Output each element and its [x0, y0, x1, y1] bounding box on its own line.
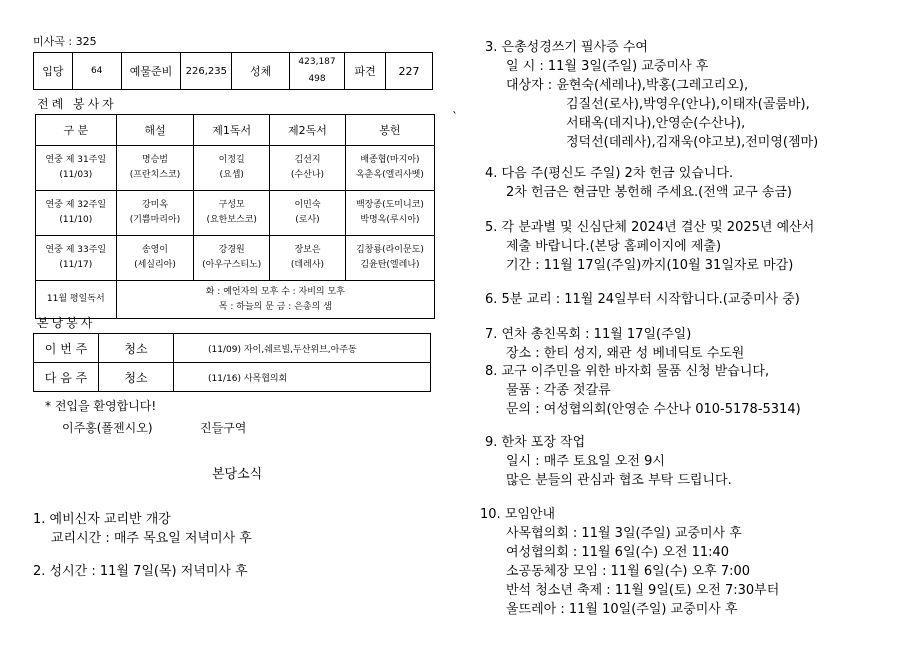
hymn-label-entrance: 입당 — [34, 53, 73, 90]
service-header-week: 구 분 — [36, 115, 117, 146]
service-monthly-line2: 목 : 하늘의 문 금 : 은총의 샘 — [218, 301, 332, 312]
news-item-9 — [485, 433, 732, 490]
service-commentary-name: 명승범 — [141, 155, 169, 165]
news-item-2 — [33, 562, 248, 581]
service-offertory-2: 옥춘옥(엘리사벳) — [355, 170, 424, 180]
hymn-label-dismissal: 파견 — [345, 53, 386, 90]
service-date: (11/10) — [59, 215, 93, 225]
service-week: 연중 제 33주일 — [45, 245, 107, 255]
stray-mark: ` — [452, 110, 458, 124]
cleaning-task: 청소 — [99, 334, 174, 363]
service-header-offertory: 봉헌 — [345, 115, 434, 146]
news-item-number: 4. — [485, 166, 498, 181]
news-item-5 — [485, 218, 814, 275]
news-item-8 — [485, 362, 801, 419]
news-item-number: 1. — [33, 512, 46, 527]
service-heading: 전례 봉사자 — [37, 97, 117, 111]
table-row — [34, 363, 431, 392]
news-item-number: 8. — [485, 364, 498, 379]
welcome-name: 이주홍(폴젠시오) — [62, 421, 153, 435]
hymn-table — [33, 52, 433, 90]
news-item-line: 문의 : 여성협의회(안영순 수산나 010-5178-5314) — [506, 402, 801, 417]
cleaning-week-label: 다 음 주 — [34, 363, 99, 392]
news-item-3 — [485, 38, 818, 152]
hymn-dismissal-number: 227 — [385, 53, 432, 90]
cleaning-task: 청소 — [99, 363, 174, 392]
news-item-line: 교리시간 : 매주 목요일 저녁미사 후 — [51, 531, 252, 546]
service-monthly-label: 11월 평일독서 — [36, 281, 117, 319]
news-item-number: 3. — [485, 40, 498, 55]
news-item-title: 예비신자 교리반 개강 — [49, 512, 171, 527]
table-row — [36, 236, 435, 281]
service-reading2-name: 장보은 — [294, 245, 321, 255]
service-table — [35, 114, 435, 319]
news-item-number: 5. — [485, 220, 498, 235]
news-item-title: 성시간 : 11월 7일(목) 저녁미사 후 — [49, 564, 248, 579]
service-reading2-name: 김선지 — [294, 155, 321, 165]
cleaning-detail: (11/16) 사목협의회 — [174, 363, 431, 392]
service-commentary-saint: (세실리아) — [134, 260, 176, 270]
news-item-line: 제출 바랍니다.(본당 홈페이지에 제출) — [506, 239, 722, 254]
hymn-entrance-number: 64 — [72, 53, 121, 90]
service-offertory-2: 박명옥(루시아) — [360, 215, 420, 225]
missa-song: 미사곡 : 325 — [33, 35, 97, 48]
service-date: (11/17) — [59, 260, 93, 270]
news-item-number: 2. — [33, 564, 46, 579]
service-week: 연중 제 32주일 — [45, 200, 107, 210]
service-reading1-saint: (요셉) — [219, 170, 244, 180]
service-offertory-1: 김창룡(라이문도) — [355, 245, 424, 255]
news-item-title: 각 분과별 및 신심단체 2024년 결산 및 2025년 예산서 — [501, 220, 815, 235]
news-item-line: 서태옥(데지나),안영순(수산나), — [566, 116, 746, 131]
service-offertory-1: 배종협(마지아) — [360, 155, 420, 165]
news-item-line: 김질선(로사),박영우(안나),이태자(골룸바), — [566, 97, 810, 112]
service-header-reading2: 제2독서 — [270, 115, 346, 146]
service-reading2-saint: (데레사) — [290, 260, 325, 270]
table-row — [36, 191, 435, 236]
service-monthly-line1: 화 : 예언자의 모후 수 : 자비의 모후 — [205, 286, 345, 297]
service-reading2-saint: (수산나) — [290, 170, 325, 180]
news-item-line: 대상자 : 윤현숙(세레나),박홍(그레고리오), — [506, 78, 749, 93]
service-offertory-2: 김윤탄(엘레나) — [360, 260, 420, 270]
news-item-6 — [485, 290, 800, 309]
service-header-commentary: 해설 — [116, 115, 194, 146]
table-row — [34, 334, 431, 363]
news-item-title: 은총성경쓰기 필사증 수여 — [501, 40, 648, 55]
hymn-label-communion: 성체 — [232, 53, 289, 90]
news-item-1 — [33, 510, 252, 548]
cleaning-table — [33, 333, 431, 392]
service-reading2-saint: (로사) — [295, 215, 320, 225]
news-item-10 — [480, 505, 779, 619]
news-item-number: 9. — [485, 435, 498, 450]
news-item-title: 연차 총친목회 : 11월 17일(주일) — [501, 327, 692, 342]
service-commentary-saint: (프란치스코) — [129, 170, 181, 180]
news-item-number: 7. — [485, 327, 498, 342]
cleaning-heading: 본당봉사 — [37, 316, 96, 330]
news-item-line: 정덕선(데레사),김재욱(야고보),전미영(젬마) — [566, 135, 819, 150]
news-item-line: 소공동체장 모임 : 11월 6일(수) 오후 7:00 — [506, 564, 751, 579]
service-offertory-1: 백장종(도미니코) — [355, 200, 424, 210]
news-item-line: 사목협의회 : 11월 3일(주일) 교중미사 후 — [506, 526, 742, 541]
cleaning-detail: (11/09) 자이,쉐르빌,두산위브,아주동 — [174, 334, 431, 363]
news-title: 본당소식 — [212, 467, 263, 482]
news-item-title: 교구 이주민을 위한 바자회 물품 신청 받습니다, — [501, 364, 770, 379]
service-header-reading1: 제1독서 — [194, 115, 270, 146]
service-commentary-name: 강미옥 — [141, 200, 169, 210]
table-row — [36, 146, 435, 191]
hymn-offering-number: 226,235 — [181, 53, 232, 90]
news-item-title: 5분 교리 : 11월 24일부터 시작합니다.(교중미사 중) — [501, 292, 800, 307]
news-item-line: 기간 : 11월 17일(주일)까지(10월 31일자로 마감) — [506, 258, 794, 273]
service-week: 연중 제 31주일 — [45, 155, 107, 165]
news-item-line: 일 시 : 11월 3일(주일) 교중미사 후 — [506, 59, 709, 74]
news-item-line: 많은 분들의 관심과 협조 부탁 드립니다. — [506, 473, 732, 488]
hymn-communion-numbers — [289, 53, 344, 90]
table-row — [36, 281, 435, 319]
news-item-7 — [485, 325, 744, 363]
news-item-title: 한차 포장 작업 — [501, 435, 586, 450]
news-item-title: 다음 주(평신도 주일) 2차 헌금 있습니다. — [501, 166, 734, 181]
cleaning-week-label: 이 번 주 — [34, 334, 99, 363]
news-item-line: 여성협의회 : 11월 6일(수) 오전 11:40 — [506, 545, 730, 560]
news-item-line: 반석 청소년 축제 : 11월 9일(토) 오전 7:30부터 — [506, 583, 780, 598]
service-reading1-name: 강경원 — [218, 245, 245, 255]
news-item-line: 장소 : 한티 성지, 왜관 성 베네딕토 수도원 — [506, 346, 745, 361]
service-reading2-name: 이민숙 — [294, 200, 321, 210]
service-commentary-name: 송영이 — [141, 245, 169, 255]
news-item-title: 모임안내 — [504, 507, 556, 522]
news-item-line: 일시 : 매주 토요일 오전 9시 — [506, 454, 665, 469]
news-item-line: 2차 헌금은 현금만 봉헌해 주세요.(전액 교구 송금) — [506, 185, 792, 200]
service-reading1-name: 구성모 — [218, 200, 245, 210]
service-reading1-name: 이정길 — [218, 155, 245, 165]
service-reading1-saint: (요한보스코) — [206, 215, 257, 225]
hymn-communion-line2: 498 — [308, 74, 326, 84]
news-item-number: 6. — [485, 292, 498, 307]
hymn-label-offering: 예물준비 — [121, 53, 181, 90]
hymn-communion-line1: 423,187 — [298, 57, 336, 67]
news-item-line: 물품 : 각종 젓갈류 — [506, 383, 611, 398]
news-item-number: 10. — [480, 507, 501, 522]
welcome-title: * 전입을 환영합니다! — [45, 399, 157, 413]
news-item-line: 울뜨레아 : 11월 10일(주일) 교중미사 후 — [506, 602, 738, 617]
news-item-4 — [485, 164, 792, 202]
service-date: (11/03) — [59, 170, 93, 180]
service-commentary-saint: (기쁨마리아) — [129, 215, 181, 225]
service-reading1-saint: (아우구스티노) — [202, 260, 262, 270]
welcome-district: 진들구역 — [200, 421, 247, 435]
